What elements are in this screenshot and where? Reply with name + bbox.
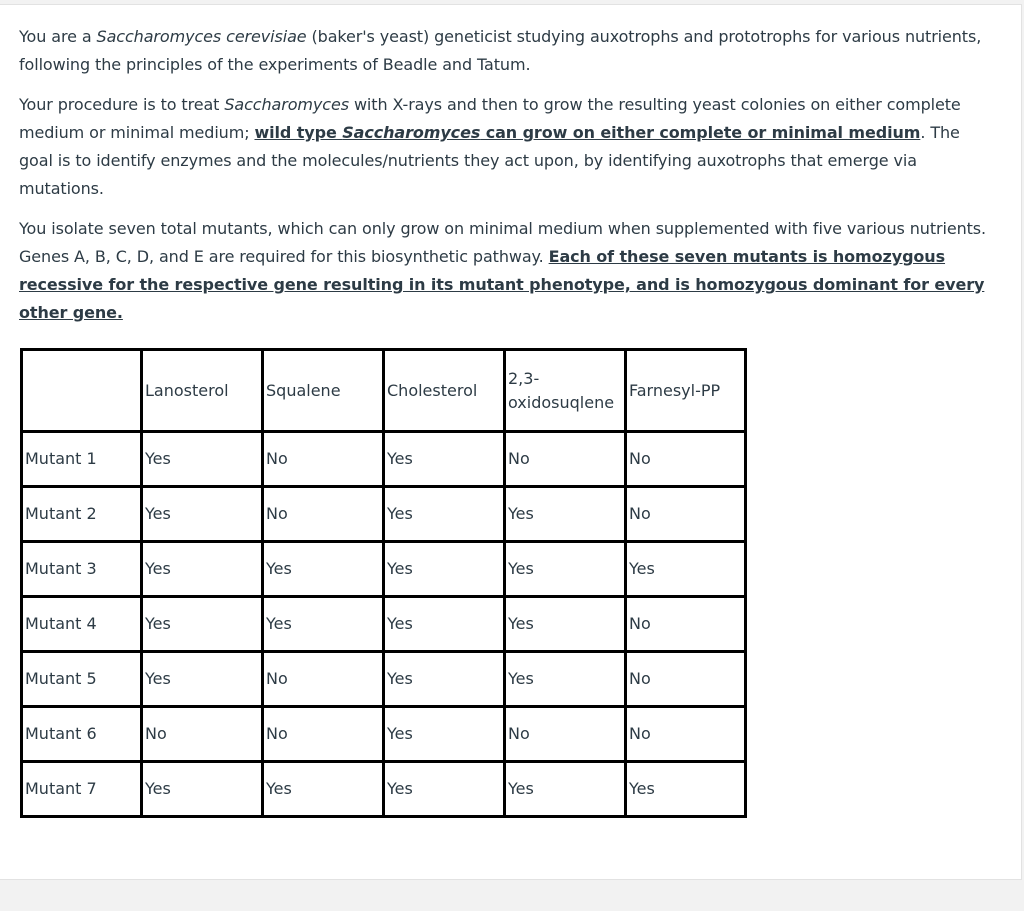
table-cell: Yes — [384, 652, 505, 707]
question-card — [0, 4, 1022, 880]
genus-name: Saccharomyces — [224, 95, 349, 114]
table-cell: Yes — [384, 487, 505, 542]
table-cell: Yes — [263, 542, 384, 597]
table-cell: No — [626, 432, 746, 487]
row-label: Mutant 3 — [22, 542, 142, 597]
row-label: Mutant 6 — [22, 707, 142, 762]
intro-paragraph — [19, 23, 994, 79]
table-cell: Yes — [505, 762, 626, 817]
table-cell: No — [626, 652, 746, 707]
table-cell: No — [505, 432, 626, 487]
table-cell: No — [142, 707, 263, 762]
table-cell: Yes — [384, 597, 505, 652]
table-cell: Yes — [263, 762, 384, 817]
table-cell: Yes — [505, 652, 626, 707]
table-row — [22, 762, 746, 817]
table-cell: Yes — [626, 762, 746, 817]
table-cell: Yes — [142, 762, 263, 817]
table-header-row — [22, 350, 746, 432]
mutants-paragraph — [19, 215, 994, 327]
table-cell: Yes — [505, 542, 626, 597]
table-cell: Yes — [142, 652, 263, 707]
wild-type-emphasis — [254, 123, 920, 142]
table-cell: No — [263, 487, 384, 542]
table-cell: No — [505, 707, 626, 762]
header-oxidosqualene: 2,3-oxidosuqlene — [505, 350, 626, 432]
table-cell: No — [626, 597, 746, 652]
header-corner — [22, 350, 142, 432]
species-name: Saccharomyces cerevisiae — [96, 27, 307, 46]
table-row — [22, 597, 746, 652]
table-cell: Yes — [142, 597, 263, 652]
table-cell: Yes — [505, 487, 626, 542]
intro-text: You are a — [19, 27, 97, 46]
row-label: Mutant 2 — [22, 487, 142, 542]
supplement-table — [20, 348, 747, 818]
header-farnesyl-pp: Farnesyl-PP — [626, 350, 746, 432]
table-cell: No — [626, 707, 746, 762]
wild-type-genus: Saccharomyces — [342, 123, 481, 142]
genotype-emphasis: Each of these seven mutants is homozygous recessive for the respective gene resulting in its mutant phenotype, and is homozygous dominant for every other gene. — [19, 247, 985, 322]
table-cell: No — [263, 707, 384, 762]
mutants-text: You isolate seven total mutants, which can only grow on minimal medium when supplemented with five various nutrients. Genes A, B, C, D, and E are required for this biosynthetic pathway. — [19, 219, 987, 266]
intro-text-rest: (baker's yeast) geneticist studying auxotrophs and prototrophs for various nutrients, following the principles of the experiments of Beadle and Tatum. — [19, 27, 982, 74]
procedure-text-end: . The goal is to identify enzymes and the molecules/nutrients they act upon, by identifying auxotrophs that emerge via mutations. — [19, 123, 960, 198]
table-cell: Yes — [384, 432, 505, 487]
procedure-paragraph — [19, 91, 994, 203]
table-row — [22, 542, 746, 597]
table-cell: Yes — [384, 707, 505, 762]
table-cell: Yes — [142, 487, 263, 542]
wild-type-text: wild type — [254, 123, 343, 142]
procedure-text: Your procedure is to treat — [19, 95, 225, 114]
table-cell: Yes — [263, 597, 384, 652]
row-label: Mutant 4 — [22, 597, 142, 652]
table-cell: No — [626, 487, 746, 542]
row-label: Mutant 7 — [22, 762, 142, 817]
table-cell: Yes — [384, 762, 505, 817]
header-lanosterol: Lanosterol — [142, 350, 263, 432]
header-cholesterol: Cholesterol — [384, 350, 505, 432]
table-row — [22, 707, 746, 762]
table-cell: Yes — [384, 542, 505, 597]
table-cell: No — [263, 432, 384, 487]
procedure-text-mid: with X-rays and then to grow the resulting yeast colonies on either complete medium or minimal medium; — [19, 95, 961, 142]
row-label: Mutant 1 — [22, 432, 142, 487]
wild-type-text-rest: can grow on either complete or minimal medium — [480, 123, 921, 142]
table-cell: Yes — [626, 542, 746, 597]
table-row — [22, 487, 746, 542]
table-cell: Yes — [505, 597, 626, 652]
table-cell: Yes — [142, 542, 263, 597]
table-row — [22, 652, 746, 707]
table-cell: Yes — [142, 432, 263, 487]
row-label: Mutant 5 — [22, 652, 142, 707]
table-row — [22, 432, 746, 487]
header-squalene: Squalene — [263, 350, 384, 432]
question-text — [19, 23, 994, 339]
table-cell: No — [263, 652, 384, 707]
